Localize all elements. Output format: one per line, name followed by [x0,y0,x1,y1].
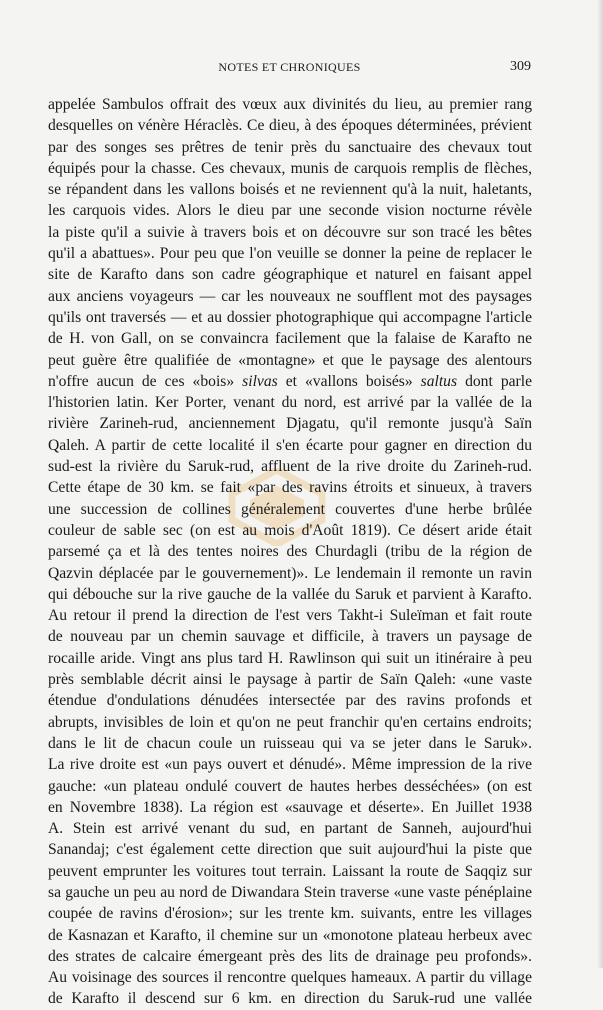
page-number: 309 [510,59,531,74]
text-line: coupée de ravins d'érosion»; sur les trente km. suivants, entre les villages [48,905,532,923]
text-line: couleur de sable sec (on est au mois d'Août 1819). Ce désert aride était [48,521,532,539]
body-text [48,94,532,1010]
text-line: la piste qu'il a suivie à travers bois et on découvre sur son tracé les bêtes [48,223,532,241]
text-line: par des songes ses prêtres de tenir près du sanctuaire des chevaux tout [48,138,532,156]
text-line: gauche: «un plateau ondulé couvert de hautes herbes desséchées» (on est [48,777,532,795]
text-line: de Kasnazan et Karafto, il chemine sur un «monotone plateau herbeux avec [48,926,532,944]
page-edge-shadow [597,0,603,968]
text-line: peuvent emprunter les voitures tout terrain. Laissant la route de Saqqiz sur [48,862,532,880]
text-line: rivière Zarineh-rud, anciennement Djagatu, qu'il remonte jusqu'à Saïn [48,415,532,433]
text-line: Au voisinage des sources il rencontre quelques hameaux. A partir du village [48,969,532,987]
text-line: l'historien latin. Ker Porter, venant du nord, est arrivé par la vallée de la [48,394,532,412]
text-line: A. Stein est arrivé venant du sud, en partant de Sanneh, aujourd'hui [48,820,532,838]
text-line: de nouveau par un chemin sauvage et difficile, à travers un paysage de [48,628,532,646]
text-line: appelée Sambulos offrait des vœux aux divinités du lieu, au premier rang [48,96,532,113]
text-line: près semblable décrit ainsi le paysage à partir de Saïn Qaleh: «une vaste [48,671,532,689]
text-line: les carquois vides. Alors le dieu par une seconde vision nocturne révèle [48,202,532,220]
text-line: peut guère être qualifiée de «montagne» et que le paysage des alentours [48,351,532,369]
text-line: abrupts, invisibles de loin et qu'on ne peut franchir qu'en certains endroits; [48,713,532,731]
text-line: Sanandaj; c'est également cette direction que suit aujourd'hui la piste que [48,841,532,859]
text-line: équipés pour la chasse. Ces chevaux, munis de carquois remplis de flèches, [48,159,532,177]
text-line: parsemé ça et là des tentes noires des Churdagli (tribu de la région de [48,543,532,561]
text-line: en Novembre 1838). La région est «sauvage et déserte». En Juillet 1938 [48,798,532,816]
running-title: NOTES ET CHRONIQUES [218,60,361,74]
text-line: qu'ils ont traversés — et au dossier photographique qui accompagne l'article [48,308,532,326]
text-line: se répandent dans les vallons boisés et ne reviennent qu'à la nuit, haletants, [48,181,532,199]
text-line: de Karafto il descend sur 6 km. en direction du Saruk-rud une vallée [48,990,532,1008]
text-line: rocaille aride. Vingt ans plus tard H. Rawlinson qui suit un itinéraire à peu [48,649,532,667]
text-line: La rive droite est «un pays ouvert et dénudé». Même impression de la rive [48,756,532,774]
text-line: Qaleh. A partir de cette localité il s'en écarte pour gagner en direction du [48,436,532,454]
text-line: dans le lit de chacun coule un ruisseau qui va se jeter dans le Saruk». [48,734,532,752]
text-line: Au retour il prend la direction de l'est vers Takht-i Suleïman et fait route [48,607,532,625]
text-line: qu'il a abattues». Pour peu que l'on veuille se donner la peine de replacer le [48,245,532,263]
text-line: une succession de collines généralement couvertes d'une herbe brûlée [48,500,532,518]
text-line: de H. von Gall, on se convaincra facilement que la falaise de Karafto ne [48,330,532,348]
text-line: desquelles on vénère Héraclès. Ce dieu, à des époques déterminées, prévient [48,117,532,135]
text-line: sud-est la rivière du Saruk-rud, affluent de la rive droite du Zarineh-rud. [48,458,532,476]
text-line: site de Karafto dans son cadre géographique et naturel en faisant appel [48,266,532,284]
text-line: qui débouche sur la rive gauche de la vallée du Saruk et parvient à Karafto. [48,585,532,603]
text-line: Cette étape de 30 km. se fait «par des ravins étroits et sinueux, à travers [48,479,532,497]
text-line: étendue d'ondulations dénudées intersectée par des ravins profonds et [48,692,532,710]
text-line: n'offre aucun de ces «bois» silvas et «vallons boisés» saltus dont parle [48,372,532,390]
running-header [48,59,531,75]
text-line: aux anciens voyageurs — car les nouveaux ne soufflent mot des paysages [48,287,532,305]
text-line: Qazvin déplacée par le gouvernement)». Le lendemain il remonte un ravin [48,564,532,582]
text-line: sa gauche un peu au nord de Diwandara Stein traverse «une vaste pénéplaine [48,883,532,901]
text-line: des strates de calcaire émergeant près des lits de drainage peu profonds». [48,947,532,965]
